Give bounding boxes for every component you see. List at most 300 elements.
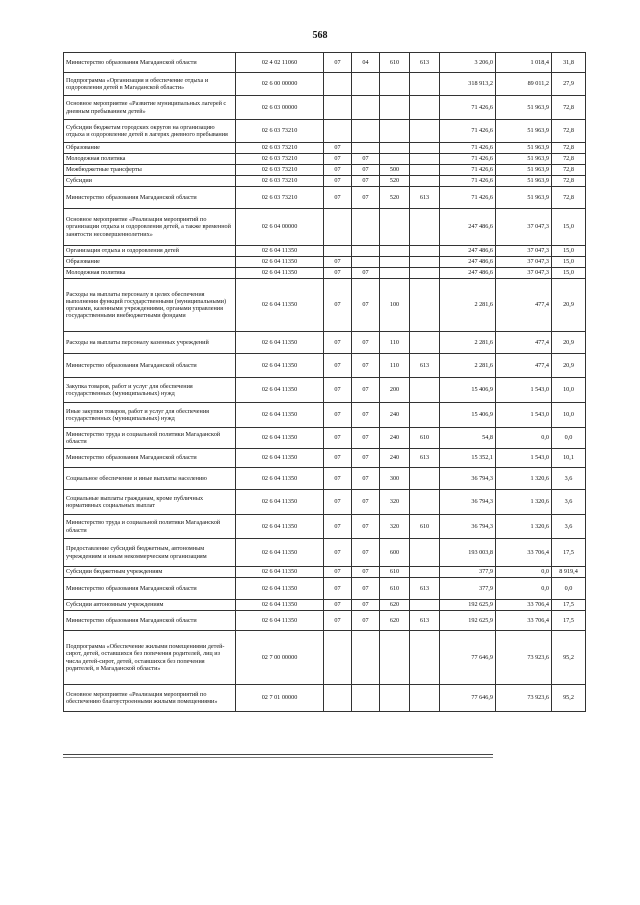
row-section (324, 96, 352, 120)
row-admin-code (410, 600, 440, 611)
row-percent: 72,8 (552, 143, 586, 154)
table-row (64, 600, 586, 611)
row-admin-code (410, 378, 440, 403)
row-admin-code (410, 631, 440, 685)
table-row (64, 187, 586, 209)
row-name: Образование (64, 143, 236, 154)
row-admin-code (410, 209, 440, 246)
table-row (64, 154, 586, 165)
row-planned: 36 794,3 (440, 515, 496, 539)
row-expense-type (380, 268, 410, 279)
row-percent: 17,5 (552, 600, 586, 611)
row-section (324, 209, 352, 246)
row-name: Образование (64, 257, 236, 268)
table-row (64, 539, 586, 567)
table-row (64, 449, 586, 468)
row-name: Социальные выплаты гражданам, кроме публичных нормативных социальных выплат (64, 490, 236, 515)
table-row (64, 332, 586, 354)
row-section (324, 120, 352, 143)
row-expense-type (380, 73, 410, 96)
row-planned: 377,9 (440, 578, 496, 600)
row-subsection: 07 (352, 268, 380, 279)
row-percent: 72,8 (552, 165, 586, 176)
table-row (64, 176, 586, 187)
row-subsection: 07 (352, 354, 380, 378)
row-executed: 33 706,4 (496, 539, 552, 567)
row-admin-code (410, 120, 440, 143)
row-planned: 247 486,6 (440, 246, 496, 257)
row-name: Основное мероприятие «Реализация мероприятий по обеспечению благоустроенными жилыми помещениями» (64, 685, 236, 712)
table-row (64, 631, 586, 685)
row-name: Субсидии бюджетам городских округов на организацию отдыха и оздоровление детей в лагерях дневного пребывания (64, 120, 236, 143)
row-executed: 37 047,3 (496, 257, 552, 268)
row-section: 07 (324, 578, 352, 600)
table-row (64, 378, 586, 403)
row-percent: 3,6 (552, 490, 586, 515)
row-percent: 95,2 (552, 685, 586, 712)
table-row (64, 403, 586, 428)
row-percent: 72,8 (552, 120, 586, 143)
row-planned: 36 794,3 (440, 468, 496, 490)
row-executed: 477,4 (496, 354, 552, 378)
row-percent: 10,0 (552, 403, 586, 428)
row-name: Межбюджетные трансферты (64, 165, 236, 176)
row-subsection: 07 (352, 428, 380, 449)
row-name: Министерство образования Магаданской области (64, 611, 236, 631)
row-expense-type: 610 (380, 53, 410, 73)
row-admin-code (410, 567, 440, 578)
row-executed: 33 706,4 (496, 600, 552, 611)
row-expense-type (380, 120, 410, 143)
row-percent: 20,9 (552, 279, 586, 332)
row-code: 02 6 03 73210 (236, 154, 324, 165)
table-row (64, 279, 586, 332)
row-subsection: 07 (352, 449, 380, 468)
row-executed: 1 018,4 (496, 53, 552, 73)
row-percent: 0,0 (552, 578, 586, 600)
row-executed: 51 963,9 (496, 96, 552, 120)
row-code: 02 6 00 00000 (236, 73, 324, 96)
row-code: 02 6 04 11350 (236, 403, 324, 428)
row-section: 07 (324, 176, 352, 187)
row-executed: 51 963,9 (496, 120, 552, 143)
row-code: 02 6 03 73210 (236, 165, 324, 176)
table-row (64, 428, 586, 449)
table-row (64, 268, 586, 279)
row-expense-type (380, 209, 410, 246)
row-executed: 0,0 (496, 578, 552, 600)
row-percent: 20,9 (552, 332, 586, 354)
row-admin-code (410, 154, 440, 165)
row-subsection: 07 (352, 154, 380, 165)
row-section (324, 73, 352, 96)
row-subsection: 07 (352, 578, 380, 600)
row-planned: 2 281,6 (440, 332, 496, 354)
row-percent: 15,0 (552, 257, 586, 268)
row-code: 02 6 04 11350 (236, 268, 324, 279)
row-percent: 72,8 (552, 176, 586, 187)
row-admin-code (410, 268, 440, 279)
row-section: 07 (324, 515, 352, 539)
row-executed: 1 320,6 (496, 468, 552, 490)
row-code: 02 6 04 11350 (236, 515, 324, 539)
row-name: Расходы на выплаты персоналу в целях обеспечения выполнения функций государственными (муниципальными) органами, казенными учреждениями, органами управления государственными внебюджетными фондами (64, 279, 236, 332)
row-code: 02 6 03 73210 (236, 176, 324, 187)
row-expense-type (380, 96, 410, 120)
row-executed: 51 963,9 (496, 176, 552, 187)
row-admin-code (410, 332, 440, 354)
row-subsection: 07 (352, 468, 380, 490)
row-expense-type (380, 257, 410, 268)
row-planned: 3 206,0 (440, 53, 496, 73)
row-code: 02 6 04 00000 (236, 209, 324, 246)
row-code: 02 6 04 11350 (236, 428, 324, 449)
row-planned: 77 646,9 (440, 685, 496, 712)
row-percent: 27,9 (552, 73, 586, 96)
row-code: 02 6 04 11350 (236, 449, 324, 468)
table-row (64, 209, 586, 246)
row-percent: 15,0 (552, 268, 586, 279)
row-code: 02 6 04 11350 (236, 578, 324, 600)
footer-divider (63, 757, 493, 758)
row-executed: 73 923,6 (496, 685, 552, 712)
row-subsection: 07 (352, 332, 380, 354)
row-subsection (352, 96, 380, 120)
row-percent: 31,8 (552, 53, 586, 73)
row-admin-code: 613 (410, 449, 440, 468)
row-percent: 17,5 (552, 539, 586, 567)
row-planned: 71 426,6 (440, 176, 496, 187)
row-expense-type: 520 (380, 187, 410, 209)
row-planned: 247 486,6 (440, 209, 496, 246)
row-expense-type: 200 (380, 378, 410, 403)
row-name: Министерство образования Магаданской области (64, 354, 236, 378)
row-subsection: 07 (352, 490, 380, 515)
row-code: 02 6 04 11350 (236, 257, 324, 268)
row-percent: 10,0 (552, 378, 586, 403)
row-planned: 71 426,6 (440, 187, 496, 209)
row-section: 07 (324, 332, 352, 354)
row-section: 07 (324, 378, 352, 403)
table-row (64, 96, 586, 120)
table-row (64, 567, 586, 578)
row-planned: 15 352,1 (440, 449, 496, 468)
row-subsection: 07 (352, 600, 380, 611)
row-code: 02 6 04 11350 (236, 490, 324, 515)
page-number: 568 (312, 30, 328, 41)
row-section: 07 (324, 154, 352, 165)
row-planned: 71 426,6 (440, 154, 496, 165)
row-name: Социальное обеспечение и иные выплаты населению (64, 468, 236, 490)
row-executed: 73 923,6 (496, 631, 552, 685)
row-subsection: 07 (352, 515, 380, 539)
row-section: 07 (324, 257, 352, 268)
row-expense-type: 300 (380, 468, 410, 490)
row-subsection: 07 (352, 187, 380, 209)
row-code: 02 6 04 11350 (236, 611, 324, 631)
table-row (64, 165, 586, 176)
row-code: 02 6 03 73210 (236, 143, 324, 154)
row-name: Молодежная политика (64, 154, 236, 165)
row-executed: 37 047,3 (496, 209, 552, 246)
row-subsection (352, 631, 380, 685)
row-code: 02 6 04 11350 (236, 246, 324, 257)
row-percent: 20,9 (552, 354, 586, 378)
row-expense-type: 240 (380, 449, 410, 468)
row-code: 02 7 01 00000 (236, 685, 324, 712)
row-expense-type: 500 (380, 165, 410, 176)
row-name: Министерство образования Магаданской области (64, 53, 236, 73)
row-admin-code (410, 685, 440, 712)
row-name: Подпрограмма «Обеспечение жилыми помещениями детей-сирот, детей, оставшихся без попечения родителей, лиц из числа детей-сирот, детей, оставшихся без попечения родителей, в Магаданской области» (64, 631, 236, 685)
row-admin-code (410, 96, 440, 120)
row-expense-type: 240 (380, 428, 410, 449)
table-row (64, 143, 586, 154)
row-planned: 71 426,6 (440, 165, 496, 176)
row-name: Предоставление субсидий бюджетным, автономным учреждениям и иным некоммерческим организациям (64, 539, 236, 567)
row-code: 02 6 04 11350 (236, 279, 324, 332)
row-name: Субсидии автономным учреждениям (64, 600, 236, 611)
row-section: 07 (324, 403, 352, 428)
row-code: 02 6 04 11350 (236, 378, 324, 403)
row-subsection: 04 (352, 53, 380, 73)
table-row (64, 578, 586, 600)
row-name: Министерство труда и социальной политики Магаданской области (64, 428, 236, 449)
row-subsection: 07 (352, 403, 380, 428)
row-expense-type: 620 (380, 600, 410, 611)
row-planned: 54,8 (440, 428, 496, 449)
row-section: 07 (324, 428, 352, 449)
row-expense-type: 100 (380, 279, 410, 332)
row-section: 07 (324, 611, 352, 631)
row-name: Субсидии бюджетным учреждениям (64, 567, 236, 578)
row-expense-type (380, 246, 410, 257)
row-executed: 1 320,6 (496, 490, 552, 515)
row-planned: 247 486,6 (440, 257, 496, 268)
row-section: 07 (324, 539, 352, 567)
row-executed: 477,4 (496, 332, 552, 354)
row-subsection (352, 685, 380, 712)
row-code: 02 6 04 11350 (236, 539, 324, 567)
row-percent: 15,0 (552, 246, 586, 257)
table-row (64, 611, 586, 631)
table-row (64, 515, 586, 539)
row-subsection: 07 (352, 165, 380, 176)
row-expense-type (380, 631, 410, 685)
row-admin-code (410, 73, 440, 96)
row-planned: 2 281,6 (440, 354, 496, 378)
row-subsection: 07 (352, 567, 380, 578)
row-code: 02 6 03 73210 (236, 120, 324, 143)
footer-divider (63, 754, 493, 755)
row-admin-code: 613 (410, 611, 440, 631)
row-admin-code: 610 (410, 428, 440, 449)
row-planned: 77 646,9 (440, 631, 496, 685)
row-section: 07 (324, 468, 352, 490)
row-code: 02 4 02 11060 (236, 53, 324, 73)
row-expense-type: 520 (380, 176, 410, 187)
table-row (64, 246, 586, 257)
row-planned: 15 406,9 (440, 403, 496, 428)
row-admin-code (410, 176, 440, 187)
row-executed: 51 963,9 (496, 143, 552, 154)
row-executed: 1 320,6 (496, 515, 552, 539)
row-admin-code (410, 165, 440, 176)
row-executed: 51 963,9 (496, 165, 552, 176)
row-percent: 10,1 (552, 449, 586, 468)
row-planned: 2 281,6 (440, 279, 496, 332)
row-admin-code: 613 (410, 578, 440, 600)
row-executed: 51 963,9 (496, 187, 552, 209)
table-row (64, 53, 586, 73)
row-executed: 1 543,0 (496, 378, 552, 403)
row-name: Основное мероприятие «Реализация мероприятий по организации отдыха и оздоровления детей, а также временной занятости несовершеннолетних» (64, 209, 236, 246)
row-subsection: 07 (352, 378, 380, 403)
row-name: Основное мероприятие «Развитие муниципальных лагерей с дневным пребыванием детей» (64, 96, 236, 120)
row-executed: 33 706,4 (496, 611, 552, 631)
row-planned: 36 794,3 (440, 490, 496, 515)
row-code: 02 6 03 00000 (236, 96, 324, 120)
table-row (64, 73, 586, 96)
row-executed: 37 047,3 (496, 246, 552, 257)
row-expense-type (380, 143, 410, 154)
row-code: 02 6 04 11350 (236, 468, 324, 490)
row-admin-code (410, 279, 440, 332)
row-planned: 318 913,2 (440, 73, 496, 96)
row-executed: 477,4 (496, 279, 552, 332)
row-section: 07 (324, 490, 352, 515)
row-executed: 0,0 (496, 428, 552, 449)
row-percent: 95,2 (552, 631, 586, 685)
row-admin-code: 613 (410, 354, 440, 378)
row-expense-type: 320 (380, 490, 410, 515)
table-row (64, 257, 586, 268)
row-admin-code (410, 257, 440, 268)
row-admin-code (410, 539, 440, 567)
row-executed: 1 543,0 (496, 449, 552, 468)
row-admin-code: 610 (410, 515, 440, 539)
row-admin-code (410, 468, 440, 490)
row-planned: 71 426,6 (440, 96, 496, 120)
row-percent: 3,6 (552, 468, 586, 490)
row-section: 07 (324, 279, 352, 332)
row-code: 02 6 03 73210 (236, 187, 324, 209)
table-row (64, 468, 586, 490)
row-name: Министерство образования Магаданской области (64, 449, 236, 468)
row-admin-code (410, 490, 440, 515)
row-admin-code (410, 403, 440, 428)
row-percent: 3,6 (552, 515, 586, 539)
row-name: Иные закупки товаров, работ и услуг для обеспечения государственных (муниципальных) нужд (64, 403, 236, 428)
row-subsection (352, 246, 380, 257)
row-planned: 71 426,6 (440, 120, 496, 143)
row-name: Закупка товаров, работ и услуг для обеспечения государственных (муниципальных) нужд (64, 378, 236, 403)
table-row (64, 354, 586, 378)
row-name: Министерство труда и социальной политики Магаданской области (64, 515, 236, 539)
row-section: 07 (324, 268, 352, 279)
row-expense-type: 610 (380, 578, 410, 600)
row-admin-code (410, 246, 440, 257)
row-section: 07 (324, 449, 352, 468)
row-subsection: 07 (352, 279, 380, 332)
row-admin-code (410, 143, 440, 154)
row-executed: 1 543,0 (496, 403, 552, 428)
row-subsection: 07 (352, 176, 380, 187)
row-subsection (352, 143, 380, 154)
row-planned: 377,9 (440, 567, 496, 578)
row-name: Организация отдыха и оздоровления детей (64, 246, 236, 257)
row-percent: 72,8 (552, 187, 586, 209)
table-row (64, 120, 586, 143)
row-percent: 0,0 (552, 428, 586, 449)
row-code: 02 6 04 11350 (236, 332, 324, 354)
row-planned: 71 426,6 (440, 143, 496, 154)
row-name: Расходы на выплаты персоналу казенных учреждений (64, 332, 236, 354)
row-code: 02 7 00 00000 (236, 631, 324, 685)
row-percent: 8 919,4 (552, 567, 586, 578)
row-executed: 89 011,2 (496, 73, 552, 96)
row-section: 07 (324, 143, 352, 154)
row-planned: 192 625,9 (440, 600, 496, 611)
row-subsection (352, 209, 380, 246)
row-section: 07 (324, 600, 352, 611)
row-admin-code: 613 (410, 53, 440, 73)
row-executed: 51 963,9 (496, 154, 552, 165)
row-subsection: 07 (352, 611, 380, 631)
row-subsection: 07 (352, 539, 380, 567)
row-subsection (352, 120, 380, 143)
row-expense-type: 240 (380, 403, 410, 428)
row-expense-type: 600 (380, 539, 410, 567)
table-body (64, 53, 586, 712)
row-planned: 192 625,9 (440, 611, 496, 631)
row-name: Министерство образования Магаданской области (64, 187, 236, 209)
row-code: 02 6 04 11350 (236, 354, 324, 378)
row-expense-type (380, 154, 410, 165)
row-percent: 72,8 (552, 154, 586, 165)
row-executed: 37 047,3 (496, 268, 552, 279)
row-section (324, 685, 352, 712)
row-planned: 247 486,6 (440, 268, 496, 279)
row-section: 07 (324, 187, 352, 209)
row-name: Подпрограмма «Организация и обеспечение отдыха и оздоровления детей в Магаданской области» (64, 73, 236, 96)
row-expense-type (380, 685, 410, 712)
row-percent: 17,5 (552, 611, 586, 631)
row-percent: 72,8 (552, 96, 586, 120)
row-expense-type: 620 (380, 611, 410, 631)
row-name: Министерство образования Магаданской области (64, 578, 236, 600)
row-admin-code: 613 (410, 187, 440, 209)
row-expense-type: 320 (380, 515, 410, 539)
row-subsection (352, 257, 380, 268)
row-section: 07 (324, 567, 352, 578)
row-planned: 193 003,8 (440, 539, 496, 567)
row-expense-type: 610 (380, 567, 410, 578)
row-code: 02 6 04 11350 (236, 600, 324, 611)
budget-table (63, 52, 586, 712)
row-planned: 15 406,9 (440, 378, 496, 403)
row-code: 02 6 04 11350 (236, 567, 324, 578)
table-row (64, 490, 586, 515)
row-name: Молодежная политика (64, 268, 236, 279)
row-expense-type: 110 (380, 332, 410, 354)
row-section: 07 (324, 354, 352, 378)
row-subsection (352, 73, 380, 96)
row-name: Субсидии (64, 176, 236, 187)
row-executed: 0,0 (496, 567, 552, 578)
table-row (64, 685, 586, 712)
row-percent: 15,0 (552, 209, 586, 246)
